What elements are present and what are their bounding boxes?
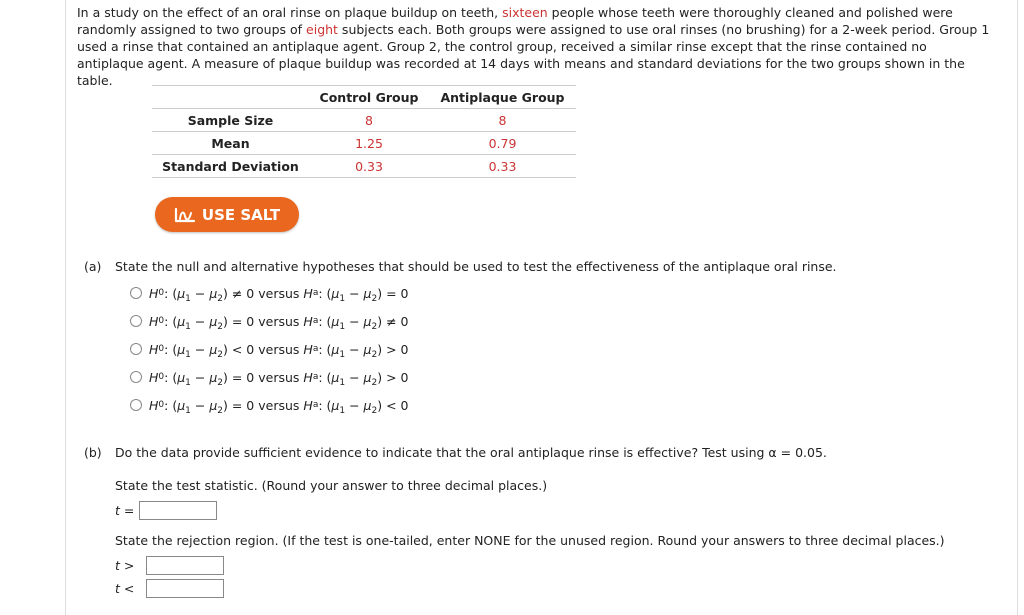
cell-antiplaque: 0.33 xyxy=(429,155,576,178)
versus-text: versus xyxy=(258,285,300,301)
hypothesis-option[interactable]: H 0 : $(\mu_1 - \mu_2)$ < 0 versus H a : $(\mu_1 - \mu_2)$ > 0 xyxy=(130,339,408,359)
cell-antiplaque: 8 xyxy=(429,109,576,132)
rejection-region-prompt: State the rejection region. (If the test is one-tailed, enter NONE for the unused region. Round your answers to three decimal places.) xyxy=(115,533,945,548)
t-lower-critical-input[interactable] xyxy=(146,579,224,598)
problem-intro xyxy=(77,4,992,89)
cell-control: 8 xyxy=(309,109,429,132)
part-a-question: State the null and alternative hypotheses that should be used to test the effectiveness of the antiplaque oral rinse. xyxy=(115,259,837,274)
null-relation: ≠ 0 xyxy=(231,285,255,301)
table-row xyxy=(152,155,576,178)
cell-control: 0.33 xyxy=(309,155,429,178)
null-relation: = 0 xyxy=(231,369,255,385)
alt-relation: ≠ 0 xyxy=(386,313,409,329)
alt-relation: > 0 xyxy=(386,369,409,385)
null-relation: = 0 xyxy=(231,397,255,413)
alt-relation: < 0 xyxy=(386,397,409,413)
t-equals-label: t = xyxy=(115,503,135,518)
radio-button[interactable] xyxy=(130,315,142,327)
versus-text: versus xyxy=(258,397,300,413)
row-label: Standard Deviation xyxy=(152,155,309,178)
part-b-question: Do the data provide sufficient evidence to indicate that the oral antiplaque rinse is effective? Test using α = 0.05. xyxy=(115,445,827,460)
table-corner xyxy=(152,86,309,109)
versus-text: versus xyxy=(258,369,300,385)
intro-text-2: people whose teeth were thoroughly cleaned and polished were randomly assigned to two groups of xyxy=(77,5,953,37)
col-header-antiplaque: Antiplaque Group xyxy=(429,86,576,109)
intro-total-count: sixteen xyxy=(502,5,548,20)
data-table xyxy=(152,85,576,178)
intro-group-count: eight xyxy=(306,22,338,37)
alt-relation: > 0 xyxy=(386,341,409,357)
part-a-label: (a) xyxy=(84,259,102,274)
intro-text-3: subjects each. Both groups were assigned to use oral rinses (no brushing) for a 2-week period. Group 1 used a rinse that contained an antiplaque agent. Group 2, the control group, received a similar rinse except that the rinse contained no antiplaque agent. A measure of plaque buildup was recorded at 14 days with means and standard deviations for the two groups shown in the table. xyxy=(77,22,990,88)
t-greater-label: t > xyxy=(115,558,135,573)
t-less-label: t < xyxy=(115,581,135,596)
radio-button[interactable] xyxy=(130,371,142,383)
intro-text-1: In a study on the effect of an oral rinse on plaque buildup on teeth, xyxy=(77,5,503,20)
radio-button[interactable] xyxy=(130,399,142,411)
table-row xyxy=(152,132,576,155)
alt-relation: = 0 xyxy=(386,285,409,301)
use-salt-label: USE SALT xyxy=(201,205,281,224)
hypothesis-option[interactable]: H 0 : $(\mu_1 - \mu_2)$ = 0 versus H a : $(\mu_1 - \mu_2)$ < 0 xyxy=(130,395,408,415)
salt-logo-icon xyxy=(174,207,196,223)
col-header-control: Control Group xyxy=(309,86,429,109)
hypothesis-option[interactable]: H 0 : $(\mu_1 - \mu_2)$ ≠ 0 versus H a : $(\mu_1 - \mu_2)$ = 0 xyxy=(130,283,408,303)
row-label: Mean xyxy=(152,132,309,155)
part-b-label: (b) xyxy=(84,445,102,460)
radio-button[interactable] xyxy=(130,287,142,299)
use-salt-button[interactable] xyxy=(155,197,299,232)
radio-button[interactable] xyxy=(130,343,142,355)
null-relation: = 0 xyxy=(231,313,255,329)
t-upper-critical-input[interactable] xyxy=(146,556,224,575)
hypothesis-option[interactable]: H 0 : $(\mu_1 - \mu_2)$ = 0 versus H a : $(\mu_1 - \mu_2)$ > 0 xyxy=(130,367,408,387)
table-row xyxy=(152,109,576,132)
t-statistic-input[interactable] xyxy=(139,501,217,520)
null-relation: < 0 xyxy=(231,341,255,357)
versus-text: versus xyxy=(258,313,300,329)
cell-control: 1.25 xyxy=(309,132,429,155)
hypothesis-option[interactable]: H 0 : $(\mu_1 - \mu_2)$ = 0 versus H a : $(\mu_1 - \mu_2)$ ≠ 0 xyxy=(130,311,408,331)
test-statistic-prompt: State the test statistic. (Round your answer to three decimal places.) xyxy=(115,478,548,493)
versus-text: versus xyxy=(258,341,300,357)
row-label: Sample Size xyxy=(152,109,309,132)
cell-antiplaque: 0.79 xyxy=(429,132,576,155)
